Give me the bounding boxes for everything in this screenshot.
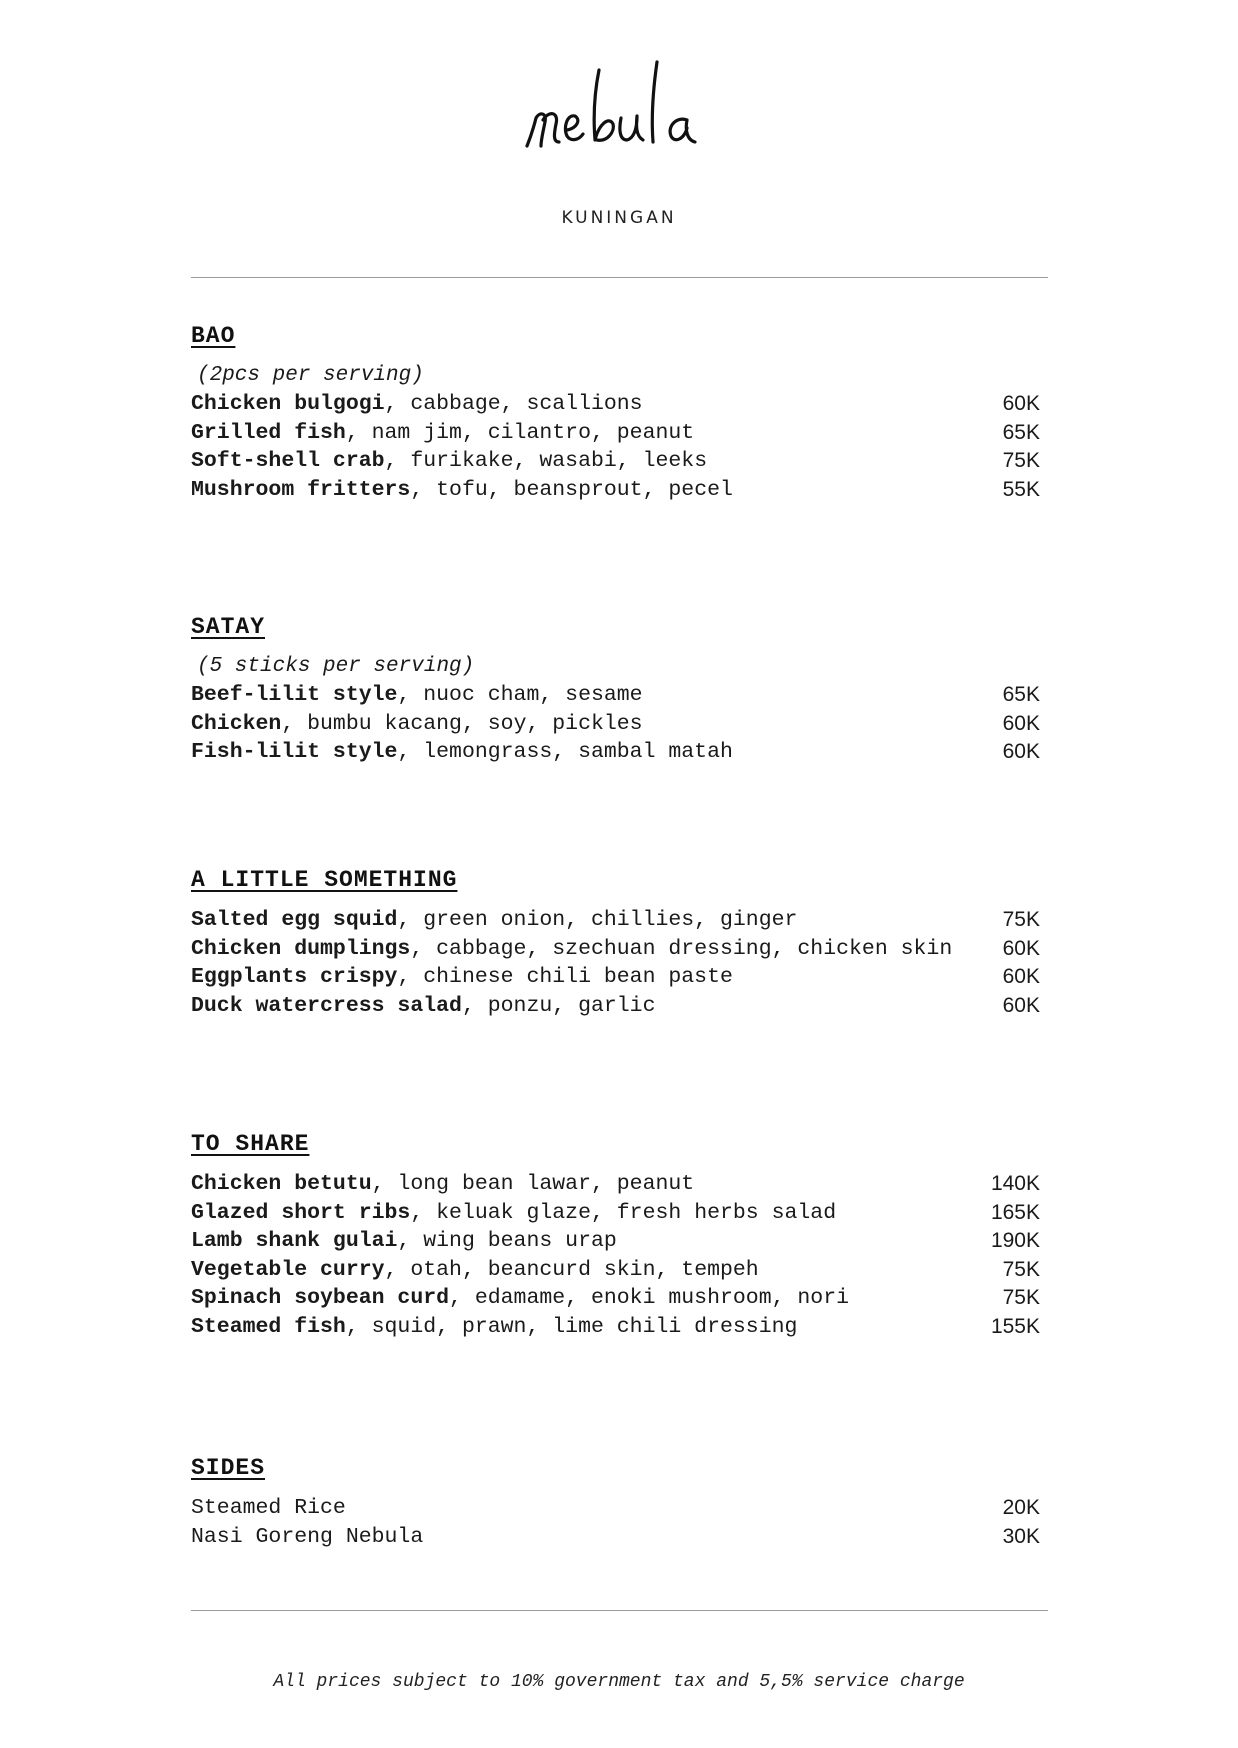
menu-item xyxy=(191,738,1048,767)
dish-price: 30K xyxy=(1002,1524,1040,1548)
dish-name: Spinach soybean curd xyxy=(191,1286,450,1310)
menu-item xyxy=(191,935,1048,964)
section-title: SATAY xyxy=(191,614,266,640)
item-list xyxy=(191,906,1048,1020)
item-list xyxy=(191,390,1048,504)
dish-price: 55K xyxy=(1002,477,1040,501)
dish-price: 20K xyxy=(1002,1496,1040,1519)
dish-price: 60K xyxy=(1002,993,1040,1017)
dish-name: Soft-shell crab xyxy=(191,449,385,473)
dish-description: , bumbu kacang, soy, pickles xyxy=(281,711,643,736)
dish-price: 155K xyxy=(990,1314,1040,1338)
dish-name: Mushroom fritters xyxy=(191,477,411,502)
menu-item xyxy=(191,390,1048,419)
dish-description: , tofu, beansprout, pecel xyxy=(410,477,733,502)
menu-item xyxy=(191,1227,1048,1256)
bottom-divider xyxy=(191,1610,1048,1611)
dish-price: 60K xyxy=(1002,711,1040,735)
dish-description: , nuoc cham, sesame xyxy=(397,683,643,707)
dish-description: , furikake, wasabi, leeks xyxy=(384,449,708,473)
menu-item xyxy=(191,681,1048,710)
menu-item xyxy=(191,906,1048,935)
section-sides xyxy=(191,1454,1048,1551)
dish-name: Chicken bulgogi xyxy=(191,392,385,416)
menu-item xyxy=(191,1494,1048,1523)
menu-item xyxy=(191,419,1048,448)
dish-name: Fish-lilit style xyxy=(191,740,398,764)
dish-price: 75K xyxy=(1002,1257,1040,1281)
location-label: KUNINGAN xyxy=(561,208,677,228)
dish-description: , long bean lawar, peanut xyxy=(371,1172,695,1196)
section-a-little-something xyxy=(191,866,1048,1020)
dish-description: , chinese chili bean paste xyxy=(397,965,733,989)
menu-item xyxy=(191,1170,1048,1199)
dish-price: 190K xyxy=(990,1229,1040,1252)
dish-price: 65K xyxy=(1002,420,1040,444)
dish-name: Beef-lilit style xyxy=(191,683,398,707)
menu-item xyxy=(191,476,1048,505)
section-title: SIDES xyxy=(191,1455,266,1481)
dish-description: , edamame, enoki mushroom, nori xyxy=(449,1286,850,1310)
section-satay xyxy=(191,613,1048,767)
dish-description: , ponzu, garlic xyxy=(461,993,656,1018)
dish-name: Chicken betutu xyxy=(191,1172,372,1196)
dish-description: , otah, beancurd skin, tempeh xyxy=(384,1257,759,1282)
menu-item xyxy=(191,1313,1048,1342)
dish-name: Chicken dumplings xyxy=(191,936,411,961)
dish-price: 60K xyxy=(1002,936,1040,960)
section-note: (2pcs per serving) xyxy=(197,364,424,387)
menu-item xyxy=(191,1284,1048,1313)
item-list xyxy=(191,1494,1048,1551)
menu-item xyxy=(191,1523,1048,1552)
dish-description: , cabbage, szechuan dressing, chicken skin xyxy=(410,936,953,961)
section-title: BAO xyxy=(191,323,236,349)
dish-name: Vegetable curry xyxy=(191,1257,385,1282)
dish-price: 75K xyxy=(1002,908,1040,931)
nebula-logo xyxy=(519,60,719,150)
dish-price: 65K xyxy=(1002,683,1040,706)
menu-item xyxy=(191,1199,1048,1228)
dish-description: , keluak glaze, fresh herbs salad xyxy=(410,1200,837,1225)
section-title: A LITTLE SOMETHING xyxy=(191,867,458,893)
dish-price: 75K xyxy=(1002,449,1040,472)
dish-price: 60K xyxy=(1002,392,1040,415)
dish-name: Salted egg squid xyxy=(191,908,398,932)
item-list xyxy=(191,1170,1048,1341)
dish-description: , wing beans urap xyxy=(397,1229,617,1253)
menu-item xyxy=(191,963,1048,992)
section-bao xyxy=(191,322,1048,504)
dish-name: Steamed fish xyxy=(191,1314,346,1339)
footer-note: All prices subject to 10% government tax and 5,5% service charge xyxy=(273,1672,965,1692)
dish-description: Steamed Rice xyxy=(191,1496,346,1520)
menu-item xyxy=(191,992,1048,1021)
menu-item xyxy=(191,710,1048,739)
section-to-share xyxy=(191,1130,1048,1341)
dish-name: Duck watercress salad xyxy=(191,993,462,1018)
section-note: (5 sticks per serving) xyxy=(197,655,475,678)
dish-price: 60K xyxy=(1002,965,1040,988)
dish-name: Chicken xyxy=(191,711,282,736)
dish-description: , green onion, chillies, ginger xyxy=(397,908,798,932)
dish-description: Nasi Goreng Nebula xyxy=(191,1524,424,1549)
menu-item xyxy=(191,447,1048,476)
dish-name: Grilled fish xyxy=(191,420,346,445)
menu-item xyxy=(191,1256,1048,1285)
dish-price: 140K xyxy=(990,1172,1040,1195)
item-list xyxy=(191,681,1048,767)
dish-price: 165K xyxy=(990,1200,1040,1224)
section-title: TO SHARE xyxy=(191,1131,310,1157)
dish-name: Glazed short ribs xyxy=(191,1200,411,1225)
dish-price: 75K xyxy=(1002,1286,1040,1309)
dish-name: Lamb shank gulai xyxy=(191,1229,398,1253)
dish-description: , cabbage, scallions xyxy=(384,392,643,416)
dish-name: Eggplants crispy xyxy=(191,965,398,989)
dish-description: , lemongrass, sambal matah xyxy=(397,740,733,764)
dish-description: , nam jim, cilantro, peanut xyxy=(345,420,695,445)
top-divider xyxy=(191,277,1048,278)
dish-description: , squid, prawn, lime chili dressing xyxy=(345,1314,798,1339)
dish-price: 60K xyxy=(1002,740,1040,763)
